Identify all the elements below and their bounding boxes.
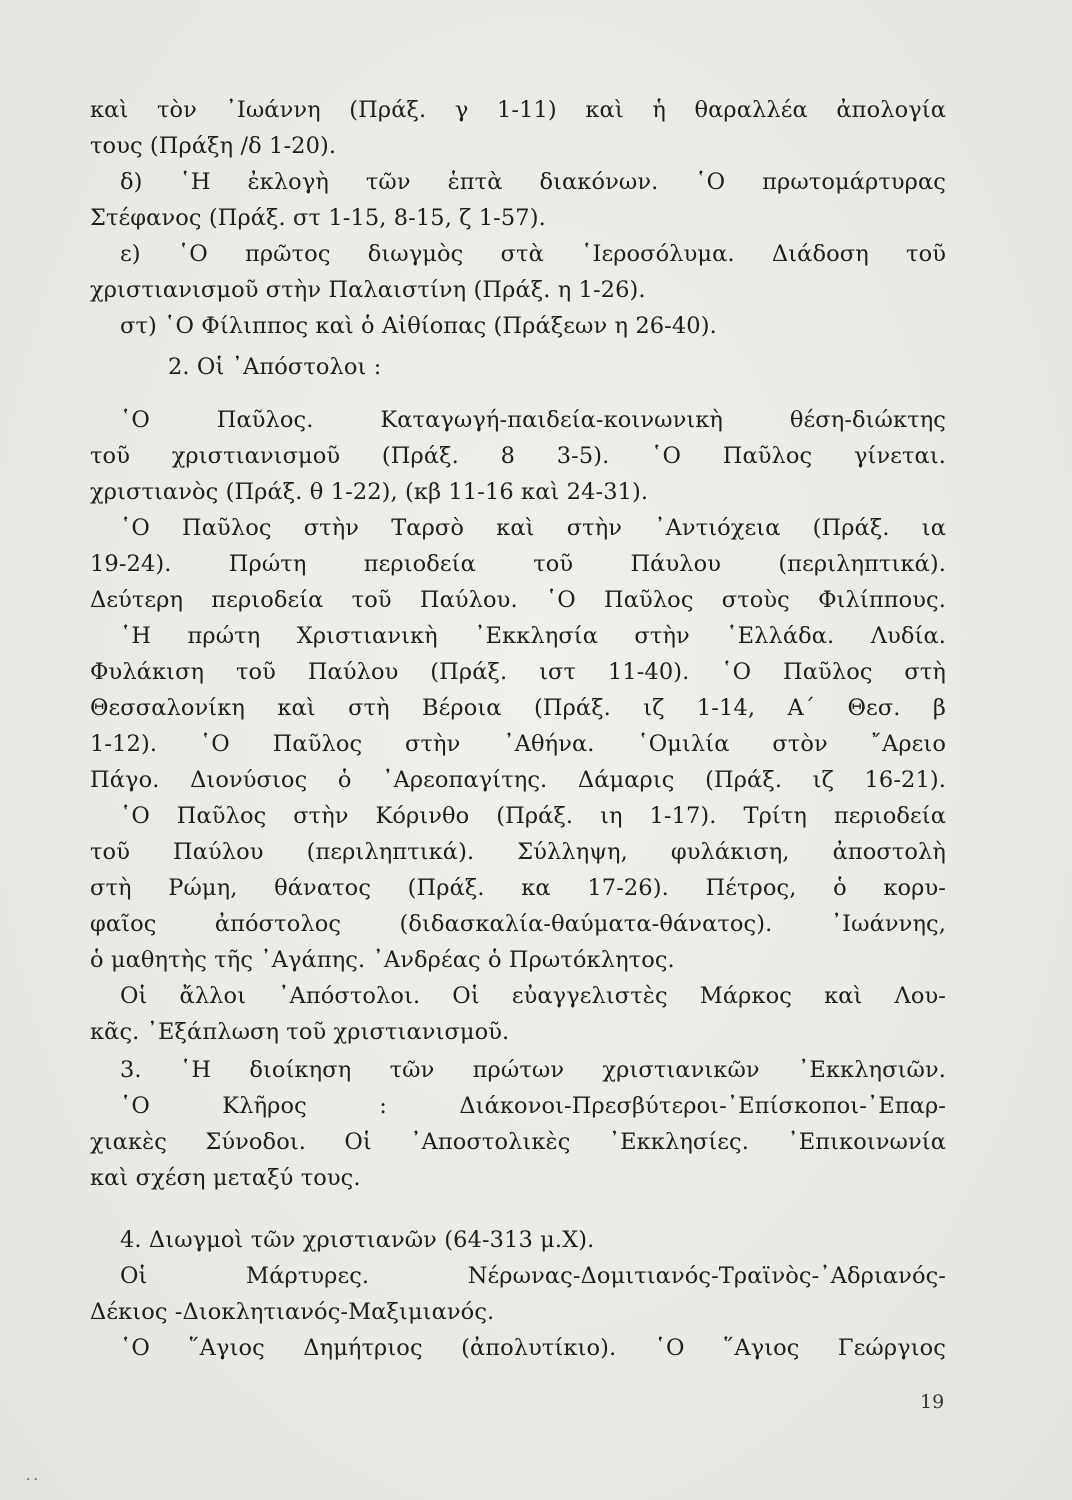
text-line: ῾Ο Παῦλος στὴν Ταρσὸ καὶ στὴν ᾿Αντιόχεια (Πράξ. ια [120,515,946,541]
text-line: στὴ Ρώμη, θάνατος (Πράξ. κα 17-26). Πέτρος, ὁ κορυ- [90,875,946,901]
text-line: Οἱ Μάρτυρες. Νέρωνας-Δομιτιανός-Τραϊνὸς-᾿Αδριανός- [120,1263,946,1289]
text-line: Οἱ ἄλλοι ᾿Απόστολοι. Οἱ εὐαγγελιστὲς Μάρκος καὶ Λου- [120,983,946,1009]
scan-speck-icon: ·· [26,1472,41,1488]
text-line: καὶ τὸν ᾿Ιωάννη (Πράξ. γ 1-11) καὶ ἡ θαραλλέα ἀπολογία [90,97,946,123]
text-line: ῾Ο Κλῆρος : Διάκονοι-Πρεσβύτεροι-᾿Επίσκοποι-᾿Επαρ- [120,1093,946,1119]
text-line: ῾Η πρώτη Χριστιανικὴ ᾿Εκκλησία στὴν ῾Ελλάδα. Λυδία. [120,623,946,649]
text-line: ῾Ο ῞Αγιος Δημήτριος (ἀπολυτίκιο). ῾Ο ῞Αγιος Γεώργιος [120,1335,946,1361]
text-line: τους (Πράξη /δ 1-20). [90,133,337,159]
text-line: Στέφανος (Πράξ. στ 1-15, 8-15, ζ 1-57). [90,205,546,231]
text-line: Φυλάκιση τοῦ Παύλου (Πράξ. ιστ 11-40). ῾Ο Παῦλος στὴ [90,659,946,685]
text-line: τοῦ Παύλου (περιληπτικά). Σύλληψη, φυλάκιση, ἀποστολὴ [90,839,946,865]
text-line: χριστιανὸς (Πράξ. θ 1-22), (κβ 11-16 καὶ 24-31). [90,479,649,505]
text-line: καὶ σχέση μεταξύ τους. [90,1165,361,1191]
section-heading: 4. Διωγμοὶ τῶν χριστιανῶν (64-313 μ.Χ). [120,1227,595,1253]
page-number: 19 [920,1391,945,1413]
text-line: ε) ῾Ο πρῶτος διωγμὸς στὰ ῾Ιεροσόλυμα. Διάδοση τοῦ [120,241,946,267]
text-line: χιακὲς Σύνοδοι. Οἱ ᾿Αποστολικὲς ᾿Εκκλησίες. ᾿Επικοινωνία [90,1129,946,1155]
text-line: τοῦ χριστιανισμοῦ (Πράξ. 8 3-5). ῾Ο Παῦλος γίνεται. [90,443,946,469]
text-line: 1-12). ῾Ο Παῦλος στὴν ᾿Αθήνα. ῾Ομιλία στὸν ῎Αρειο [90,731,946,757]
text-line: Πάγο. Διονύσιος ὁ ᾿Αρεοπαγίτης. Δάμαρις (Πράξ. ιζ 16-21). [90,767,946,793]
text-line: κᾶς. ᾿Εξάπλωση τοῦ χριστιανισμοῦ. [90,1019,510,1045]
text-line: ὁ μαθητὴς τῆς ᾿Αγάπης. ᾿Ανδρέας ὁ Πρωτόκλητος. [90,947,675,973]
text-line: Δέκιος -Διοκλητιανός-Μαξιμιανός. [90,1299,495,1325]
section-heading: 2. Οἱ ᾿Απόστολοι : [168,354,382,380]
section-heading: 3. ῾Η διοίκηση τῶν πρώτων χριστιανικῶν ᾿Εκκλησιῶν. [120,1057,946,1083]
text-line: Θεσσαλονίκη καὶ στὴ Βέροια (Πράξ. ιζ 1-14, Α΄ Θεσ. β [90,695,946,721]
text-line: φαῖος ἀπόστολος (διδασκαλία-θαύματα-θάνατος). ᾿Ιωάννης, [90,911,946,937]
text-line: ῾Ο Παῦλος. Καταγωγή-παιδεία-κοινωνικὴ θέση-διώκτης [120,407,946,433]
text-line: δ) ῾Η ἐκλογὴ τῶν ἑπτὰ διακόνων. ῾Ο πρωτομάρτυρας [120,169,946,195]
text-line: στ) ῾Ο Φίλιππος καὶ ὁ Αἰθίοπας (Πράξεων η 26-40). [120,313,717,339]
text-line: ῾Ο Παῦλος στὴν Κόρινθο (Πράξ. ιη 1-17). Τρίτη περιοδεία [120,803,946,829]
text-line: 19-24). Πρώτη περιοδεία τοῦ Πάυλου (περιληπτικά). [90,551,946,577]
text-line: Δεύτερη περιοδεία τοῦ Παύλου. ῾Ο Παῦλος στοὺς Φιλίππους. [90,587,946,613]
text-line: χριστιανισμοῦ στὴν Παλαιστίνη (Πράξ. η 1-26). [90,277,646,303]
